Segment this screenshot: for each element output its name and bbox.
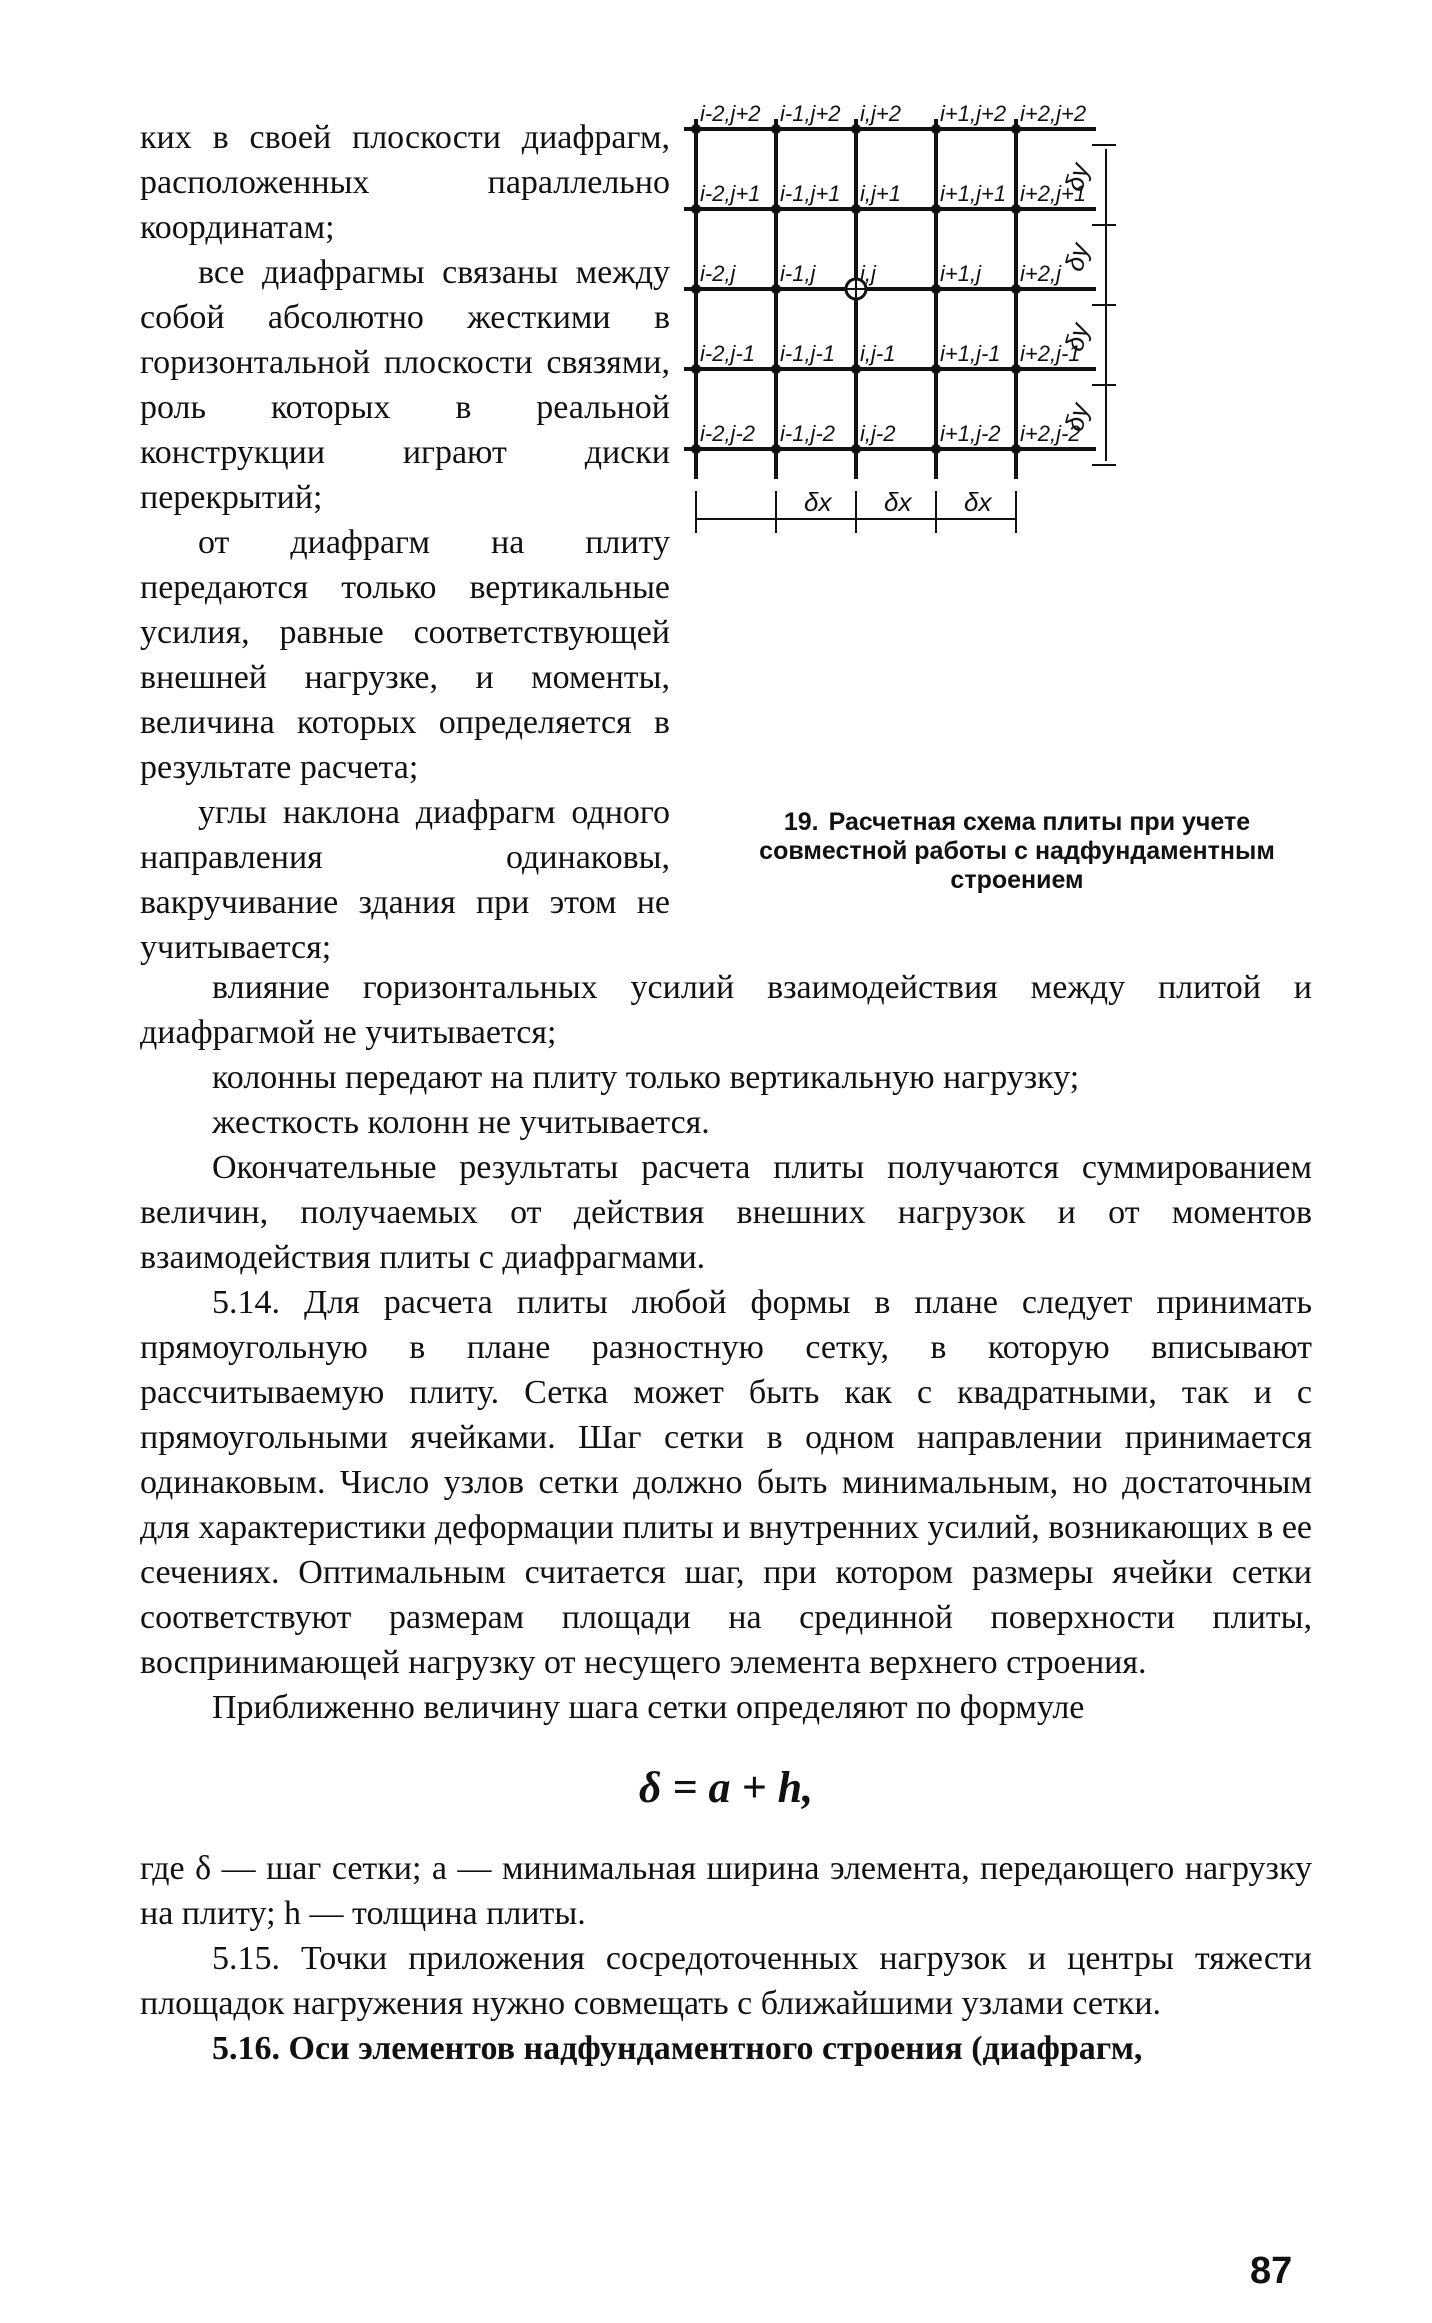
left-column-text xyxy=(140,115,670,970)
paragraph: колонны передают на плиту только вертикальную нагрузку; xyxy=(212,1059,1080,1096)
dimension-labels xyxy=(804,158,1095,517)
node-label: i+1,j xyxy=(940,261,981,286)
dimension-label-x: δx xyxy=(884,487,912,517)
paragraph: от диафрагм на плиту передаются только вертикальные усилия, равные соответствующей внешней нагрузке, и моменты, величина которых определяется в результате расчета; xyxy=(140,524,670,786)
node-label: i-2,j xyxy=(700,261,736,286)
dimension-label-y: δy xyxy=(1058,399,1095,435)
paragraph: ких в своей плоскости диафрагм, расположенных параллельно координатам; xyxy=(140,119,670,246)
node-label: i-1,j-1 xyxy=(780,341,836,366)
node-label: i-2,j+1 xyxy=(700,181,761,206)
dimension-label-x: δx xyxy=(964,487,992,517)
figure-caption-text: Расчетная схема плиты при учете совместной работы с надфундаментным строением xyxy=(759,808,1275,894)
section-5-14: 5.14. Для расчета плиты любой формы в плане следует принимать прямоугольную в плане разностную сетку, в которую вписывают рассчитываемую плиту. Сетка может быть как с квадратными, так и с прямоугольными ячейками. Шаг сетки в одном направлении принимается одинаковым. Число узлов сетки должно быть минимальным, но достаточным для характеристики деформации плиты и внутренних усилий, возникающих в ее сечениях. Оптимальным считается шаг, при котором размеры ячейки сетки соответствуют размерам площади на срединной поверхности плиты, воспринимающей нагрузку от несущего элемента верхнего строения. xyxy=(140,1284,1312,1681)
node-label: i+1,j+2 xyxy=(940,101,1007,126)
node-label: i,j+1 xyxy=(860,181,901,206)
node-label: i-1,j xyxy=(780,261,816,286)
node-label: i-2,j-2 xyxy=(700,421,756,446)
node-label: i+2,j-1 xyxy=(1020,341,1081,366)
node-label: i-1,j-2 xyxy=(780,421,836,446)
node-label: i,j xyxy=(860,261,876,286)
paragraph: Приближенно величину шага сетки определяют по формуле xyxy=(212,1689,1085,1726)
figure-caption xyxy=(712,808,1322,895)
dimension-label-y: δy xyxy=(1058,319,1095,355)
paragraph: Окончательные результаты расчета плиты получаются суммированием величин, получаемых от действия внешних нагрузок и от моментов взаимодействия плиты с диафрагмами. xyxy=(140,1149,1312,1276)
section-5-16: 5.16. Оси элементов надфундаментного строения (диафрагм, xyxy=(212,2030,1143,2067)
paragraph: влияние горизонтальных усилий взаимодействия между плитой и диафрагмой не учитывается; xyxy=(140,969,1312,1051)
paragraph: все диафрагмы связаны между собой абсолютно жесткими в горизонтальной плоскости связями, роль которых в реальной конструкции играют диски перекрытий; xyxy=(140,254,670,516)
node-label: i+1,j-1 xyxy=(940,341,1001,366)
node-label: i,j+2 xyxy=(860,101,901,126)
section-5-15: 5.15. Точки приложения сосредоточенных нагрузок и центры тяжести площадок нагружения нужно совмещать с ближайшими узлами сетки. xyxy=(140,1940,1312,2022)
node-label: i+2,j+1 xyxy=(1020,181,1087,206)
formula-explanation: где δ — шаг сетки; a — минимальная ширина элемента, передающего нагрузку на плиту; h — толщина плиты. xyxy=(140,1850,1312,1932)
paragraph: углы наклона диафрагм одного направления одинаковы, вакручивание здания при этом не учитывается; xyxy=(140,794,670,966)
node-label: i+1,j-2 xyxy=(940,421,1001,446)
grid-diagram xyxy=(680,101,1340,765)
node-label: i,j-2 xyxy=(860,421,896,446)
main-text xyxy=(140,965,1312,2071)
node-label: i+2,j xyxy=(1020,261,1061,286)
dimension-label-y: δy xyxy=(1058,159,1095,195)
node-label: i-1,j+2 xyxy=(780,101,841,126)
node-label: i+2,j+2 xyxy=(1020,101,1087,126)
dimension-label-y: δy xyxy=(1058,239,1095,275)
node-label: i+2,j-2 xyxy=(1020,421,1081,446)
node-label: i,j-1 xyxy=(860,341,896,366)
figure-number: 19. xyxy=(783,808,819,836)
formula: δ = a + h, xyxy=(638,1763,814,1812)
node-label: i-2,j-1 xyxy=(700,341,756,366)
node-labels xyxy=(700,101,1086,446)
page-number: 87 xyxy=(1250,2250,1293,2292)
paragraph: жесткость колонн не учитывается. xyxy=(212,1104,710,1141)
dimension-label-x: δx xyxy=(804,487,832,517)
node-label: i+1,j+1 xyxy=(940,181,1007,206)
node-label: i-1,j+1 xyxy=(780,181,841,206)
node-label: i-2,j+2 xyxy=(700,101,761,126)
